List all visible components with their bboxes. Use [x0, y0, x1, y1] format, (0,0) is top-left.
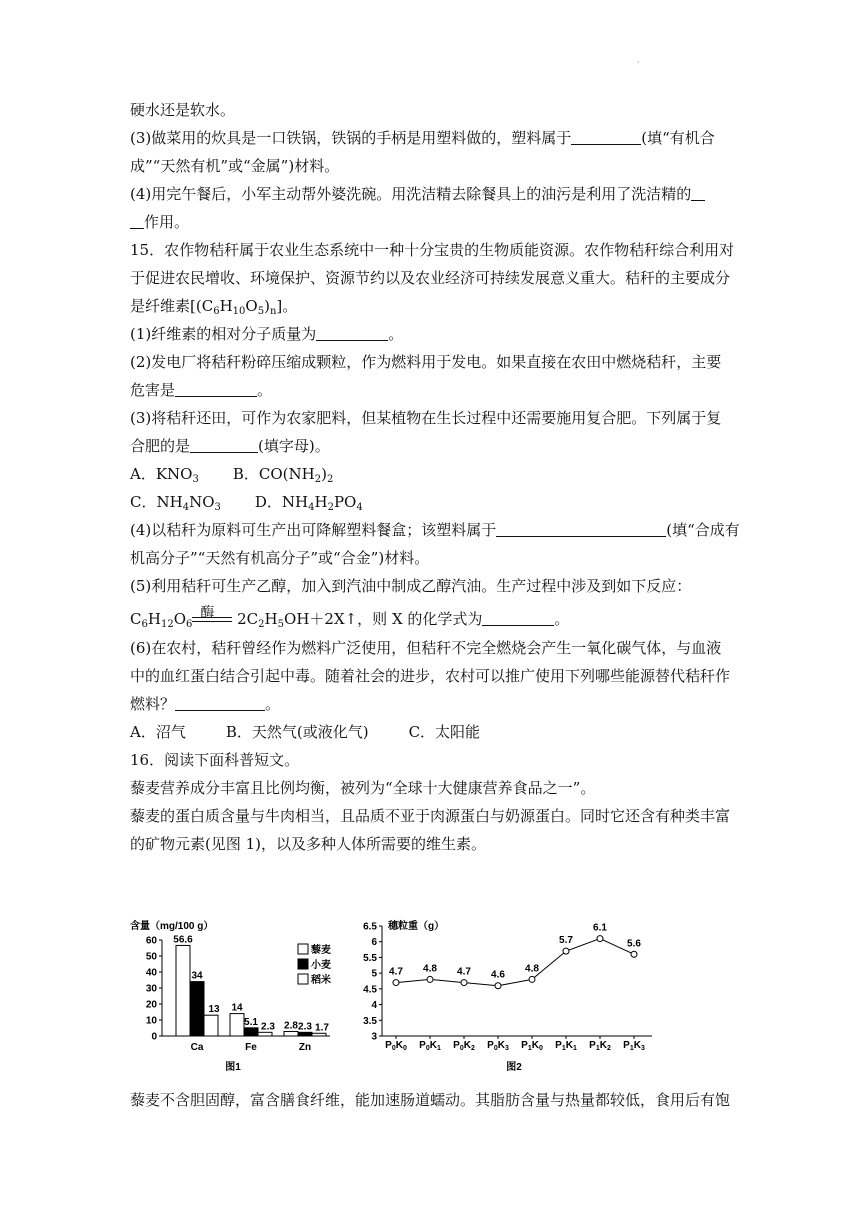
question-4: (4)用完午餐后，小军主动帮外婆洗碗。用洗洁精去除餐具上的油污是利用了洗洁精的: [130, 180, 730, 208]
bar: [312, 1033, 326, 1036]
options-cd: [130, 488, 730, 516]
x-tick-label: $P_1K_3$: [623, 1040, 645, 1052]
x-tick-label: $P_1K_1$: [555, 1040, 577, 1052]
legend-label: 稻米: [311, 975, 331, 986]
legend-label: 藜麦: [311, 945, 331, 956]
y-axis-label: 含量（mg/100 g）: [130, 921, 214, 932]
y-tick-label: 40: [145, 967, 157, 979]
option-c: C．太阳能: [408, 723, 481, 741]
data-label: 1.7: [315, 1022, 329, 1034]
bar: [230, 1014, 244, 1036]
x-tick-label: $P_1K_0$: [521, 1040, 543, 1052]
option-a: A．$KNO_3$: [130, 465, 199, 485]
y-tick-label: 10: [145, 1015, 157, 1027]
question-3: (3)做菜用的炊具是一口铁锅，铁锅的手柄是用塑料做的，塑料属于 (填“有机合: [130, 129, 715, 147]
y-tick-label: 50: [145, 951, 157, 963]
legend-swatch: [298, 944, 308, 954]
question-15-4: (4)以秸秆为原料可生产出可降解塑料餐盒；该塑料属于 (填“合成有: [130, 521, 740, 539]
answer-blank[interactable]: [571, 128, 641, 145]
data-point: [495, 983, 501, 989]
y-tick-label: 60: [145, 935, 157, 947]
answer-blank[interactable]: [482, 609, 554, 626]
answer-blank[interactable]: [130, 212, 144, 229]
y-tick-label: 4: [371, 1000, 377, 1012]
y-tick-label: 5: [371, 968, 377, 980]
y-tick-label: 3: [371, 1031, 377, 1043]
bar: [176, 945, 190, 1036]
figure-caption: 图2: [506, 1062, 522, 1073]
option-c: C．$NH_4NO_3$: [130, 493, 221, 513]
y-axis-label: 穗粒重（g）: [388, 921, 445, 932]
y-tick-label: 0: [151, 1031, 157, 1043]
legend-label: 小麦: [311, 960, 331, 971]
data-label: 5.6: [627, 938, 641, 950]
text-line: 藜麦不含胆固醇，富含膳食纤维，能加速肠道蠕动。其脂肪含量与热量都较低，食用后有饱: [130, 1091, 731, 1109]
bar: [298, 1032, 312, 1036]
figures: [130, 914, 740, 1084]
answer-blank[interactable]: [190, 436, 258, 453]
document-body: [130, 96, 740, 858]
data-label: 4.7: [389, 966, 403, 978]
x-tick-label: $P_0K_2$: [453, 1040, 475, 1052]
data-label: 4.7: [457, 966, 471, 978]
bar: [244, 1028, 258, 1036]
data-label: 34: [191, 970, 203, 982]
figure-caption: 图1: [225, 1062, 241, 1073]
data-label: 56.6: [173, 934, 193, 946]
data-label: 5.1: [244, 1016, 258, 1028]
data-point: [563, 948, 569, 954]
text-line: 藜麦营养成分丰富且比例均衡，被列为“全球十大健康营养食品之一”。: [130, 779, 596, 797]
text-line: 硬水还是软水。: [130, 101, 236, 119]
data-label: 5.7: [559, 935, 573, 947]
text-line: 成”“天然有机”或“金属”)材料。: [130, 157, 340, 175]
x-tick-label: $P_0K_0$: [385, 1040, 407, 1052]
x-tick-label: $P_0K_3$: [487, 1040, 509, 1052]
text-line: 机高分子”“天然有机高分子”或“合金”)材料。: [130, 549, 430, 567]
figures-svg: [130, 914, 740, 1084]
x-tick-label: Fe: [245, 1042, 257, 1053]
data-label: 4.8: [525, 963, 539, 975]
option-a: A．沼气: [130, 723, 186, 741]
bar: [204, 1015, 218, 1036]
data-label: 6.1: [593, 922, 607, 934]
question-15: 15．农作物秸秆属于农业生态系统中一种十分宝贵的生物质能资源。农作物秸秆综合利用对: [130, 241, 735, 259]
options-ab: [130, 460, 730, 488]
question-15-3: (3)将秸秆还田，可作为农家肥料，但某植物在生长过程中还需要施用复合肥。下列属于复: [130, 409, 722, 427]
text-line: 中的血红蛋白结合引起中毒。随着社会的进步，农村可以推广使用下列哪些能源替代秸秆作: [130, 667, 731, 685]
reaction-arrow: [192, 605, 232, 626]
page-mark: ·: [637, 58, 640, 67]
text-line: 于促进农民增收、环境保护、资源节约以及农业经济可持续发展意义重大。秸秆的主要成分: [130, 269, 731, 287]
bar: [258, 1032, 272, 1036]
legend-swatch: [298, 974, 308, 984]
y-tick-label: 6: [371, 937, 377, 949]
data-point: [461, 980, 467, 986]
y-tick-label: 30: [145, 983, 157, 995]
bar: [284, 1032, 298, 1036]
answer-blank[interactable]: [691, 184, 705, 201]
text-line: 燃料？ 。: [130, 695, 281, 713]
data-point: [631, 951, 637, 957]
question-15-1: (1)纤维素的相对分子质量为 。: [130, 325, 404, 343]
data-point: [393, 980, 399, 986]
answer-blank[interactable]: [496, 520, 666, 537]
text-line: 是纤维素$[(C_6H_{10}O_5)_n]$。: [130, 297, 298, 317]
x-tick-label: $P_1K_2$: [589, 1040, 611, 1052]
text-line: 合肥的是 (填字母)。: [130, 437, 330, 455]
y-tick-label: 3.5: [363, 1015, 377, 1027]
x-tick-label: Ca: [190, 1042, 204, 1053]
text-line: 的矿物元素(见图 1)，以及多种人体所需要的维生素。: [130, 835, 487, 853]
option-b: B．$CO(NH_2)_2$: [232, 465, 334, 485]
answer-blank[interactable]: [175, 380, 257, 397]
text-line: 藜麦的蛋白质含量与牛肉相当，且品质不亚于肉源蛋白与奶源蛋白。同时它还含有种类丰富: [130, 807, 731, 825]
options-energy: [130, 718, 730, 746]
y-tick-label: 5.5: [363, 952, 377, 964]
data-label: 2.3: [261, 1021, 275, 1033]
data-label: 4.8: [423, 963, 437, 975]
question-15-5: (5)利用秸秆可生产乙醇，加入到汽油中制成乙醇汽油。生产过程中涉及到如下反应：: [130, 577, 692, 595]
x-tick-label: Zn: [298, 1042, 312, 1053]
data-point: [427, 976, 433, 982]
y-tick-label: 6.5: [363, 921, 377, 933]
data-label: 13: [208, 1004, 220, 1016]
answer-blank[interactable]: [316, 324, 388, 341]
bar: [190, 982, 204, 1036]
text-line: 危害是 。: [130, 381, 273, 399]
data-label: 2.8: [284, 1020, 298, 1032]
reaction-condition: 酶: [200, 605, 215, 621]
y-tick-label: 20: [145, 999, 157, 1011]
data-point: [597, 936, 603, 942]
data-label: 4.6: [491, 969, 505, 981]
x-tick-label: $P_0K_1$: [419, 1040, 441, 1052]
question-15-6: (6)在农村，秸秆曾经作为燃料广泛使用，但秸秆不完全燃烧会产生一氧化碳气体，与血液: [130, 639, 722, 657]
data-label: 2.3: [298, 1021, 312, 1033]
question-16: 16．阅读下面科普短文。: [130, 751, 300, 769]
data-label: 14: [231, 1002, 243, 1014]
option-d: D．$NH_4H_2PO_4$: [254, 493, 363, 513]
text-line: 作用。: [130, 208, 730, 236]
data-point: [529, 976, 535, 982]
answer-blank[interactable]: [175, 694, 265, 711]
option-b: B．天然气(或液化气): [225, 723, 369, 741]
question-15-2: (2)发电厂将秸秆粉碎压缩成颗粒，作为燃料用于发电。如果直接在农田中燃烧秸秆，主要: [130, 353, 722, 371]
legend-swatch: [298, 959, 308, 969]
y-tick-label: 4.5: [363, 984, 377, 996]
equation-line: $C_6H_{12}O_6$ 酶 $2C_2H_5OH+2X↑$，则 X 的化学式为 。: [130, 600, 730, 634]
